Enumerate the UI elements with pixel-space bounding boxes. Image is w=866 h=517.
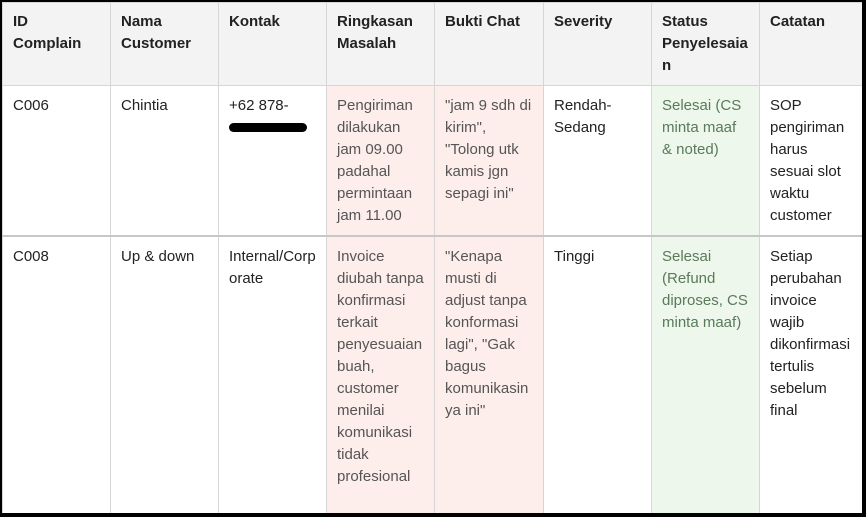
cell-status: Selesai (CS minta maaf & noted) [652, 86, 760, 237]
header-customer: Nama Customer [111, 3, 219, 86]
cell-customer: Up & down [111, 236, 219, 513]
header-severity: Severity [544, 3, 652, 86]
table-row [3, 236, 863, 513]
table-row [3, 86, 863, 237]
cell-customer: Chintia [111, 86, 219, 237]
kontak-number: +62 878- [229, 97, 289, 114]
cell-severity: Rendah-Sedang [544, 86, 652, 237]
header-catatan: Catatan [760, 3, 863, 86]
header-kontak: Kontak [219, 3, 327, 86]
header-row [3, 3, 863, 86]
complaint-table-frame [2, 2, 862, 513]
cell-kontak [219, 86, 327, 237]
cell-catatan: Setiap perubahan invoice wajib dikonfirmasi tertulis sebelum final [760, 236, 863, 513]
header-chat: Bukti Chat [435, 3, 544, 86]
complaint-table [2, 2, 862, 513]
cell-severity: Tinggi [544, 236, 652, 513]
cell-chat: "Kenapa musti di adjust tanpa konformasi lagi", "Gak bagus komunikasinya ini" [435, 236, 544, 513]
cell-masalah: Invoice diubah tanpa konfirmasi terkait penyesuaian buah, customer menilai komunikasi tidak profesional [327, 236, 435, 513]
redaction-mark [229, 123, 307, 132]
header-status: Status Penyelesaian [652, 3, 760, 86]
cell-masalah: Pengiriman dilakukan jam 09.00 padahal permintaan jam 11.00 [327, 86, 435, 237]
header-id: ID Complain [3, 3, 111, 86]
cell-id: C006 [3, 86, 111, 237]
cell-catatan: SOP pengiriman harus sesuai slot waktu customer [760, 86, 863, 237]
cell-kontak: Internal/Corporate [219, 236, 327, 513]
cell-status: Selesai (Refund diproses, CS minta maaf) [652, 236, 760, 513]
cell-id: C008 [3, 236, 111, 513]
header-masalah: Ringkasan Masalah [327, 3, 435, 86]
cell-chat: "jam 9 sdh di kirim", "Tolong utk kamis jgn sepagi ini" [435, 86, 544, 237]
